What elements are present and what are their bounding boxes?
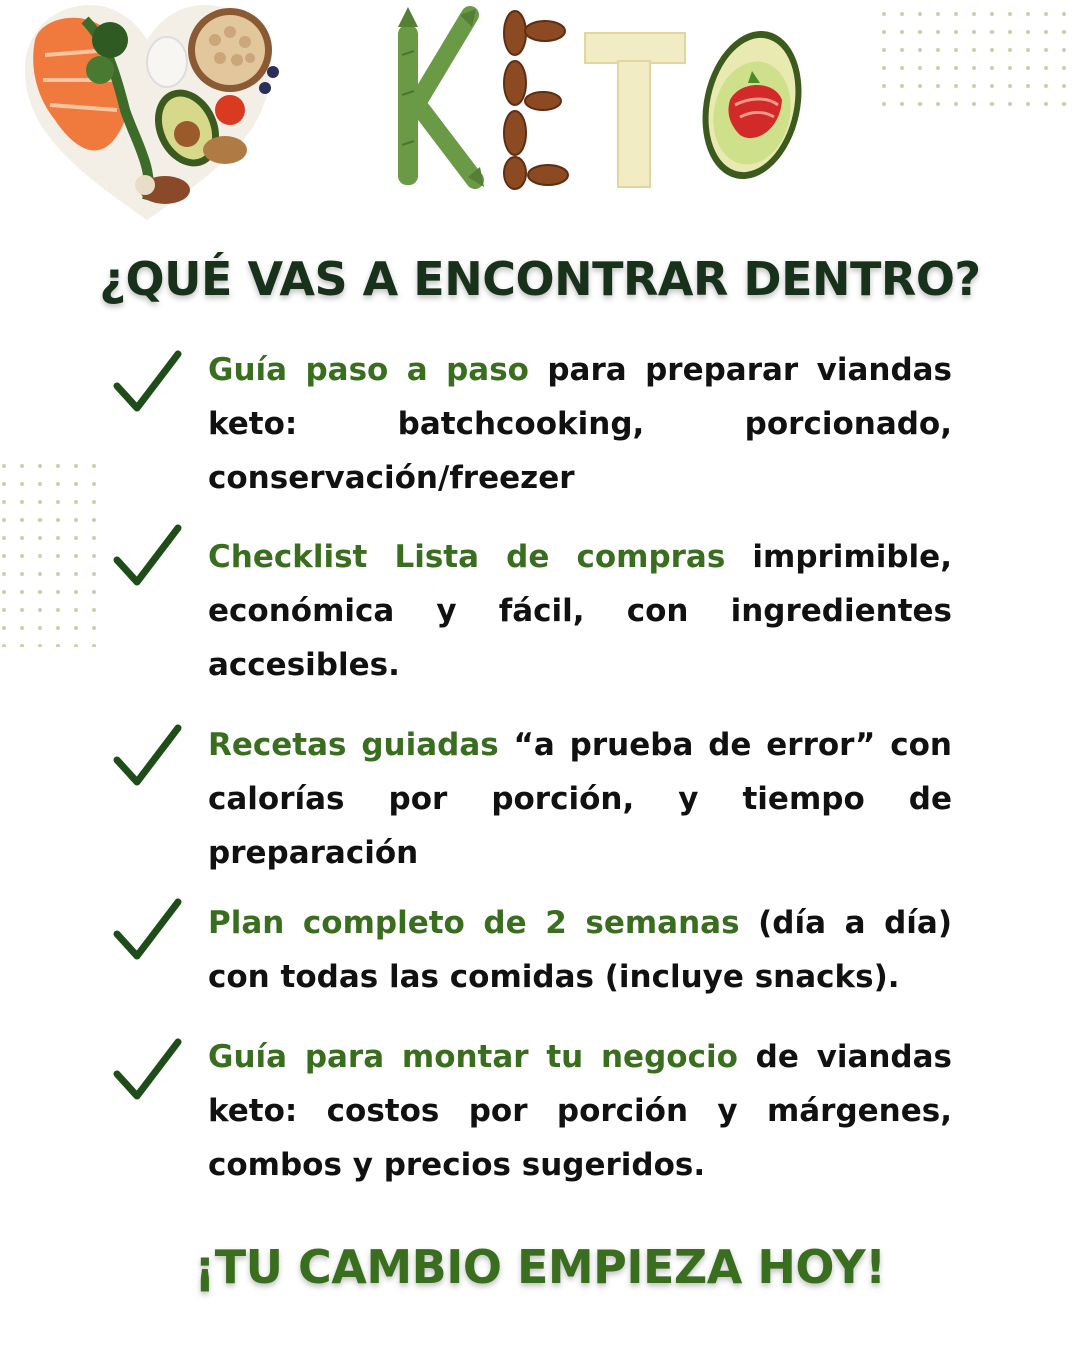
checkmark-icon <box>112 522 182 592</box>
call-to-action-text: ¡TU CAMBIO EMPIEZA HOY! <box>194 1240 886 1294</box>
checkmark-icon <box>112 348 182 418</box>
feature-text: “a prueba de error” con calorías por porción, y tiempo de preparación <box>208 727 952 871</box>
feature-text: imprimible, económica y fácil, con ingredientes accesibles. <box>208 539 952 683</box>
feature-item <box>208 530 952 692</box>
checkmark-icon <box>112 722 182 792</box>
feature-text: de viandas keto: costos por porción y márgenes, combos y precios sugeridos. <box>208 1039 952 1183</box>
letter-o-avocado <box>689 22 810 189</box>
feature-highlight: Guía para montar tu negocio <box>208 1039 738 1075</box>
feature-item <box>208 718 952 880</box>
keto-food-letters-logo <box>390 5 810 190</box>
feature-item <box>208 1030 952 1192</box>
checkmark-icon <box>112 1036 182 1106</box>
feature-highlight: Guía paso a paso <box>208 352 529 388</box>
feature-text: (día a día) con todas las comidas (incluye snacks). <box>208 905 953 995</box>
feature-highlight: Recetas guiadas <box>208 727 499 763</box>
letter-e-pecans <box>504 11 568 189</box>
feature-item <box>208 896 952 1004</box>
letter-t-cheese <box>585 33 685 187</box>
page-title: ¿QUÉ VAS A ENCONTRAR DENTRO? <box>99 252 981 306</box>
letter-k-asparagus <box>398 7 484 187</box>
feature-highlight: Checklist Lista de compras <box>208 539 726 575</box>
dot-grid-left <box>0 462 100 647</box>
feature-item <box>208 343 952 505</box>
feature-text: para preparar viandas keto: batchcooking, porcionado, conservación/freezer <box>208 352 953 496</box>
heart-food-image <box>15 0 280 225</box>
feature-highlight: Plan completo de 2 semanas <box>208 905 740 941</box>
dot-grid-top-right <box>880 10 1070 110</box>
checkmark-icon <box>112 896 182 966</box>
